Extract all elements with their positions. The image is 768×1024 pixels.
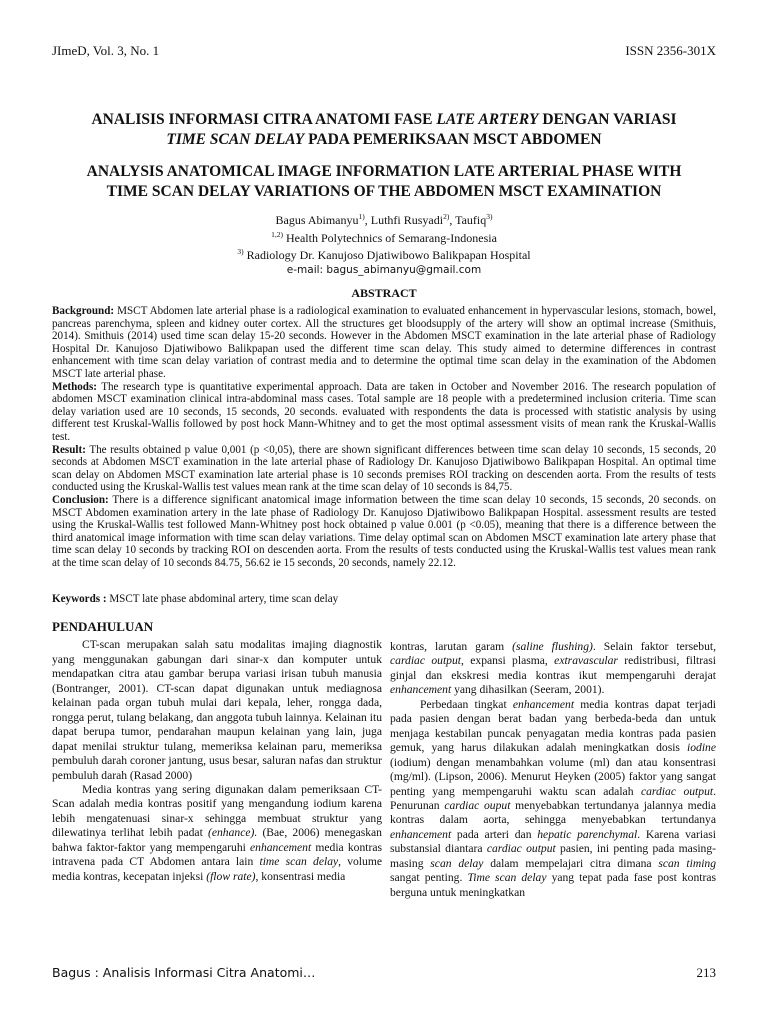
abstract-conclusion: Conclusion: There is a difference significant anatomical image information between the time scan delay 10 seconds, 15 seconds, 20 seconds. on MSCT Abdomen examination artery in the late phase of Radiology Dr. Kanujoso Djatiwibowo Balikpapan Hospital. assessment results are tested using the Kruskal-Wallis test followed Mann-Whitney post hock obtained p value 0.001 (p <0.05), meaning that there is a difference between the third anatomical image information with time scan delay variations. Time delay optimal scan on Abdomen MSCT examination late artery phase that time scan delay 10 seconds by tracking ROI on descenden aorta. From the results of tests conducted using the Kruskal-Wallis test values mean rank at the time scan delay of 10 seconds 84.75, 56.62 ie 15 seconds, 20 seconds, namely 22.12.: [52, 493, 716, 569]
abstract-background: Background: MSCT Abdomen late arterial phase is a radiological examination to evaluated enhancement in hypervascular lesions, stomach, bowel, pancreas parenchyma, spleen and kidney outer cortex. All the structures get bloodsupply of the artery will show an optimal increase (Smithuis, 2014). Smithuis (2014) used time scan delay 15-20 seconds. However in the Abdomen MSCT examination in the late arterial phase of Radiology Hospital Dr. Kanujoso Djatiwibowo Balikpapan used the different time scan delay. This study aimed to determine differences in contrast enhancement with time scan delay variation of contrast media and to determine the optimal time scan delay in the examination of the Abdomen MSCT late arterial phase.: [52, 305, 716, 380]
title-indonesian: ANALISIS INFORMASI CITRA ANATOMI FASE LATE ARTERY DENGAN VARIASI TIME SCAN DELAY PADA PEMERIKSAAN MSCT ABDOMEN: [91, 111, 677, 148]
author-names: Bagus Abimanyu$^{1)}$, Luthfi Rusyadi$^{2)}$, Taufiq$^{3)}$: [275, 212, 493, 227]
paragraph: kontras, larutan garam (saline flushing). Selain faktor tersebut, cardiac output, expansi plasma, extravascular redistribusi, filtrasi ginjal dan ekskresi media kontras ikut mempengaruhi derajat enhancement yang dihasilkan (Seeram, 2001).: [390, 640, 716, 697]
author-email: e-mail: bagus_abimanyu@gmail.com: [286, 263, 482, 276]
body-column-left: [52, 620, 382, 884]
paragraph: CT-scan merupakan salah satu modalitas imajing diagnostik yang menggunakan gabungan dari sinar-x dan komputer untuk mendapatkan citra atau gambar berupa variasi irisan tubuh manusia (Bontranger, 2001). CT-scan dapat digunakan untuk mediagnosa kelainan pada organ tubuh mulai dari kepala, leher, rongga dada, rongga perut, tulang belakang, dan anggota tubuh lainnya. Kelainan itu dapat berupa tumor, pendarahan maupun kelainan yang lain, juga dapat menilai struktur tulang, memeriksa kelainan paru, memeriksa pembuluh darah coroner jantung, usus besar, saluran nafas dan struktur pembuluh darah (Rasad 2000): [52, 638, 382, 782]
paragraph: Media kontras yang sering digunakan dalam pemeriksaan CT-Scan adalah media kontras positif yang mengandung iodium karena lebih mengatenuasi sinar-x sehingga membuat struktur yang dilewatinya terlihat lebih padat (enhance). (Bae, 2006) menegaskan bahwa faktor-faktor yang mempengaruhi enhancement media kontras intravena pada CT Abdomen antara lain time scan delay, volume media kontras, kecepatan injeksi (flow rate), konsentrasi media: [52, 782, 382, 883]
keywords: Keywords : MSCT late phase abdominal artery, time scan delay: [52, 593, 339, 605]
running-title: Bagus : Analisis Informasi Citra Anatomi…: [52, 965, 316, 980]
issn-header: ISSN 2356-301X: [625, 43, 716, 58]
affiliation-1: $^{1,2)}$ Health Polytechnics of Semarang-Indonesia: [271, 229, 497, 245]
body-column-right: [390, 640, 716, 900]
abstract-result: Result: The results obtained p value 0,001 (p <0,05), there are shown significant differences between time scan delay 10 seconds, 15 seconds, 20 seconds at Abdomen MSCT examination in the late arterial phase of Radiology Dr. Kanujoso Djatiwibowo Balikpapan Hospital. An optimal time scan delay on Abdomen MSCT examination late arterial phase is 10 seconds premises ROI tracking on descenden aorta. From the results of tests conducted using the Kruskal-Wallis test values mean rank at the time scan delay of 10 seconds is 84,75.: [52, 443, 716, 494]
journal-header: JImeD, Vol. 3, No. 1: [52, 43, 160, 58]
title-english: ANALYSIS ANATOMICAL IMAGE INFORMATION LATE ARTERIAL PHASE WITH TIME SCAN DELAY VARIATIONS OF THE ABDOMEN MSCT EXAMINATION: [86, 163, 682, 200]
abstract-body: [52, 305, 716, 569]
page-number: 213: [696, 965, 716, 980]
paragraph: Perbedaan tingkat enhancement media kontras dapat terjadi pada pasien dengan berat badan yang berbeda-beda dan untuk menjaga kestabilan puncak penyagatan media kontras pada pasien gemuk, yang harus dilakukan adalah meningkatkan dosis iodine (iodium) dengan menambahkan volume (ml) dan atau konsentrasi (mg/ml). (Lipson, 2006). Menurut Heyken (2005) faktor yang sangat penting yang mempengaruhi waktu scan adalah cardiac output. Penurunan cardiac ouput menyebabkan tertundanya jalannya media kontras dalam aorta, sehingga menyebabkan tertundanya enhancement pada arteri dan hepatic parenchymal. Karena variasi substansial diantara cardiac output pasien, ini penting pada masing-masing scan delay dalam mempelajari citra dimana scan timing sangat penting. Time scan delay yang tepat pada fase post kontras berguna untuk meningkatkan: [390, 697, 717, 899]
abstract-heading: ABSTRACT: [351, 286, 417, 300]
author-block: [52, 210, 716, 277]
section-heading: PENDAHULUAN: [52, 619, 154, 634]
abstract-methods: Methods: The research type is quantitative experimental approach. Data are taken in October and November 2016. The research population of abdomen MSCT examination clinical intra-abdominal mass cases. Total sample are 18 people with a predetermined inclusion criteria. Time scan delay variation used are 10 seconds, 15 seconds, 20 seconds. evaluated with respondents the data is processed with statistic analysis by using different test Kruskal-Wallis followed by post hock Mann-Whitney and to get the most optimal assessment visits of mean rank the Kruskal-Wallis test.: [52, 380, 716, 443]
affiliation-2: $^{3)}$ Radiology Dr. Kanujoso Djatiwibowo Balikpapan Hospital: [237, 247, 531, 262]
